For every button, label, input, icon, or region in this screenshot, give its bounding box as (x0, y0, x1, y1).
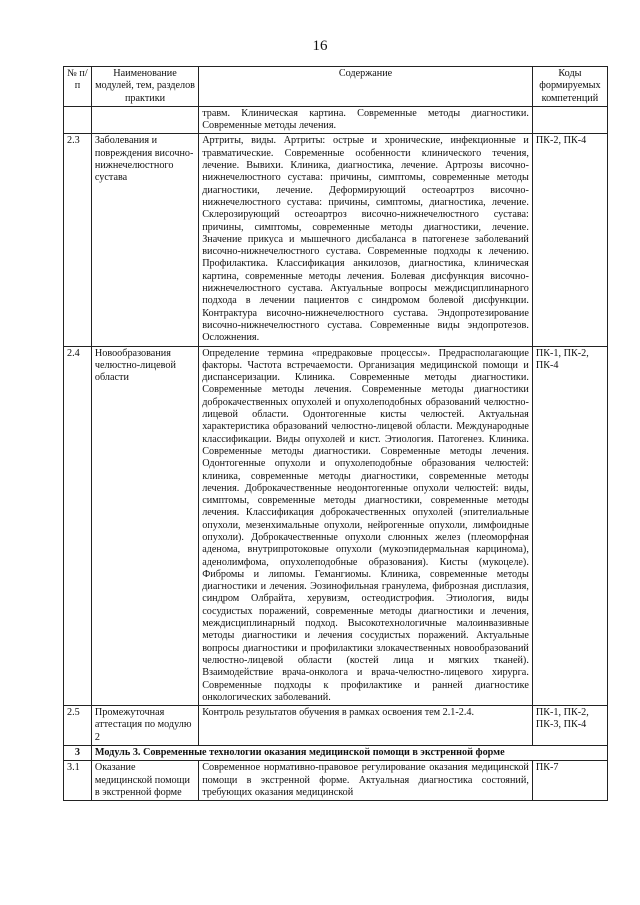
table-row-continuation (64, 106, 608, 134)
table-header-row (64, 67, 608, 107)
continuation-content: травм. Клиническая картина. Современные методы диагностики. Современные методы лечения. (199, 106, 533, 134)
row-num: 2.4 (64, 346, 92, 706)
row-content: Контроль результатов обучения в рамках освоения тем 2.1-2.4. (199, 706, 533, 746)
table-row (64, 346, 608, 706)
row-codes: ПК-2, ПК-4 (532, 134, 607, 346)
row-codes: ПК-1, ПК-2, ПК-4 (532, 346, 607, 706)
row-content: Современное нормативно-правовое регулирование оказания медицинской помощи в экстренной форме. Актуальная диагностика состояний, требующих оказания медицинской (199, 761, 533, 801)
module-num: 3 (64, 746, 92, 761)
row-name: Промежуточная аттестация по модулю 2 (91, 706, 198, 746)
header-num: № п/п (64, 67, 92, 107)
row-content: Определение термина «предраковые процессы». Предрасполагающие факторы. Частота встречаемости. Организация медицинской помощи и диспансеризации. Клиника. Современные методы диагностики. Современные методы лечения. Современные методы диагностики доброкачественных опухолей и опухолеподобных образований челюстно-лицевой области. Одонтогенные кисты челюстей. Актуальная характеристика образований челюстно-лицевой области. Международные классификации. Виды опухолей и кист. Этиология. Патогенез. Клиника. Современные методы диагностики. Современные методы лечения. Одонтогенные опухоли и опухолеподобные образования челюстей: клиника, современные методы диагностики, современные методы лечения. Доброкачественные неодонтогенные опухоли челюстей: виды, симптомы, современные методы диагностики, современные методы лечения. Классификация доброкачественных опухолей (эпителиальные опухоли, мезенхимальные опухоли, нейрогенные опухоли, лимфоидные опухоли). Доброкачественные опухоли слюнных желез (плеоморфная аденома, внутрипротоковые опухоли (мукоэпидермальная карцинома), аденолимфома, опухолеподобные образования). Кисты (мукоцеле). Фибромы и липомы. Гемангиомы. Клиника, современные методы диагностики и лечения. Эозинофильная гранулема, фиброзная дисплазия, синдром Олбрайта, херувизм, остеодистрофия. Этиология, виды сосудистых поражений, современные методы диагностики и лечения, междисциплинарный подход. Высокотехнологичные малоинвазивные методы диагностики и лечения сосудистых поражений. Актуальные вопросы диагностики и профилактики злокачественных новообразований челюстно-лицевой области (костей лица и мягких тканей). Взаимодействие врача-онколога и врача-челюстно-лицевого хирурга. Современные подходы к профилактике и ранней диагностике онкологических заболеваний. (199, 346, 533, 706)
row-name: Оказание медицинской помощи в экстренной форме (91, 761, 198, 801)
row-num: 3.1 (64, 761, 92, 801)
module-row (64, 746, 608, 761)
header-codes: Коды формируемых компетенций (532, 67, 607, 107)
row-content: Артриты, виды. Артриты: острые и хронические, инфекционные и травматические. Современные особенности клинического течения, лечение. Вывихи. Клиника, диагностика, лечение. Артрозы височно-нижнечелюстного сустава: причины, симптомы, современные методы диагностики, лечение. Деформирующий остеоартроз височно-нижнечелюстного сустава: причины, симптомы, диагностика, лечение. Склерозирующий остеоартроз височно-нижнечелюстного сустава: причины, симптомы, современные методы диагностики, лечение. Значение прикуса и мышечного дисбаланса в патогенезе заболеваний височно-нижнечелюстного сустава. Современные подходы к лечению. Профилактика. Классификация анкилозов, диагностика, клиническая картина, современные методы лечения. Болевая дисфункция височно-нижнечелюстного сустава. Актуальные вопросы междисциплинарного подхода в лечении пациентов с синдромом болевой дисфункции. Контрактура височно-нижнечелюстного сустава. Эндопротезирование височно-нижнечелюстного сустава. Современные виды эндопротезов. Осложнения. (199, 134, 533, 346)
header-content: Содержание (199, 67, 533, 107)
row-num: 2.3 (64, 134, 92, 346)
row-name: Новообразования челюстно-лицевой области (91, 346, 198, 706)
table-row (64, 134, 608, 346)
row-codes: ПК-7 (532, 761, 607, 801)
row-num: 2.5 (64, 706, 92, 746)
table-row (64, 761, 608, 801)
curriculum-table (63, 66, 608, 801)
table-row (64, 706, 608, 746)
module-title: Модуль 3. Современные технологии оказания медицинской помощи в экстренной форме (91, 746, 607, 761)
row-codes: ПК-1, ПК-2, ПК-3, ПК-4 (532, 706, 607, 746)
row-name: Заболевания и повреждения височно-нижнечелюстного сустава (91, 134, 198, 346)
page-number: 16 (312, 38, 328, 54)
header-name: Наименование модулей, тем, разделов практики (91, 67, 198, 107)
